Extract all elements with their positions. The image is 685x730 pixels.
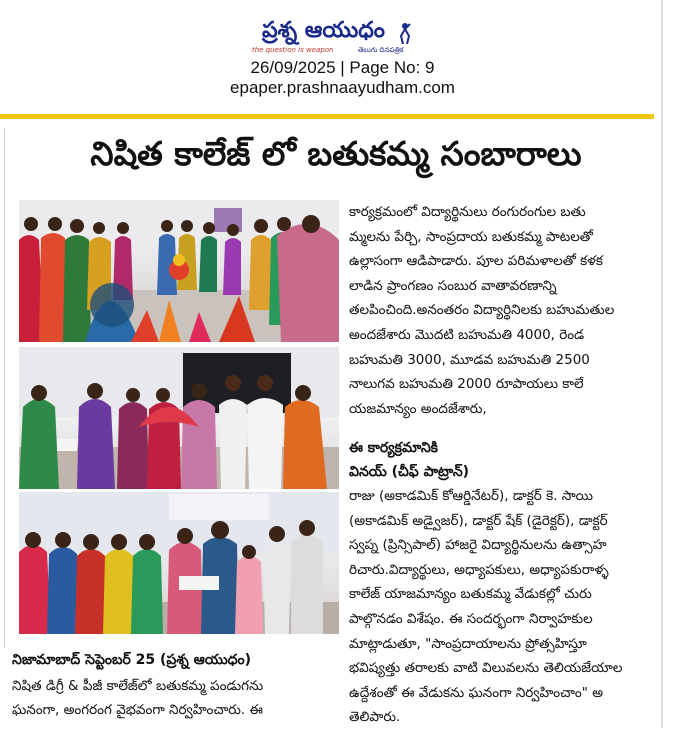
logo-figure-icon (398, 22, 412, 44)
photo-prize-distribution (19, 492, 339, 634)
date-page-line: 26/09/2025 | Page No: 9 (250, 58, 435, 77)
logo-tagline-telugu: తెలుగు దినపత్రిక (358, 46, 404, 54)
article-subhead: ఈ కార్యక్రమానికి వినయ్ (చీఫ్ పాట్రాన్) (349, 440, 470, 480)
article-body-left: నిషిత డిగ్రీ & పీజీ కాలేజ్‌లో బతుకమ్మ పండుగను ఘనంగా, అంగరంగ వైభవంగా నిర్వహించారు. ఈ (12, 678, 264, 718)
article-body-right: కార్యక్రమంలో విద్యార్థినులు రంగురంగుల బతు మ్మలను పేర్చి, సాంప్రదాయ బతుకమ్మ పాటలతో ఉల్లాసంగా ఆడిపాడారు. పూల పరిమళాలతో కళక లాడిన ప్రాంగణం సంబుర వాతావరణాన్ని తలపించింది.అనంతరం విద్యార్థినిలకు బహుమతుల అందజేశారు మొదటి బహుమతి 4000, రెండ బహుమతి 3000, మూడవ బహుమతి 2500 నాలుగవ బహుమతి 2000 రూపాయలు కాలే యజమాన్యం అందజేశారు, (349, 204, 615, 417)
left-margin-line (4, 128, 5, 648)
site-url: epaper.prashnaayudham.com (230, 78, 455, 97)
logo-tagline: the question is weapon (252, 46, 334, 54)
photo-2-scene (19, 347, 339, 489)
photo-empowerment-cell-group (19, 347, 339, 489)
article-body-right-continued: రాజు (అకాడమిక్ కోఆర్డినేటర్), డాక్టర్ కె. సాయి (అకాడమిక్ అడ్వైజర్), డాక్టర్ షేక్ (డైరెక్టర్), డాక్టర్ స్వప్న (ప్రిన్సిపాల్) హాజరై విద్యార్థినులను ఉత్సాహ రిచారు.విద్యార్థులు, అధ్యాపకులు, అధ్యాపకురాళ్ళ కాలేజ్ యాజమాన్యం బతుకమ్మ వేడుకల్లో చురు పాల్గొనడం విశేషం. ఈ సందర్భంగా నిర్వాహకుల మాట్లాడుతూ, "సాంప్రదాయాలను ప్రోత్సహిస్తూ భవిష్యత్తు తరాలకు వాటి విలువలను తెలియజేయాల ఉద్దేశంతో ఈ వేడుకను ఘనంగా నిర్వహించాం" అ తెలిపారు. (349, 488, 623, 726)
right-margin-line (661, 0, 663, 728)
photo-bathukamma-celebration (19, 200, 339, 342)
photo-3-scene (19, 492, 339, 634)
masthead-logo (248, 18, 438, 58)
photo-1-scene (19, 200, 339, 342)
logo-text: ప్రశ్న ఆయుధం (262, 18, 385, 43)
article-dateline: నిజామాబాద్ సెప్టెంబర్ 25 (ప్రశ్న ఆయుధం) (12, 652, 252, 668)
accent-rule (0, 114, 654, 119)
headline: నిషిత కాలేజ్ లో బతుకమ్మ సంబారాలు (90, 134, 582, 173)
